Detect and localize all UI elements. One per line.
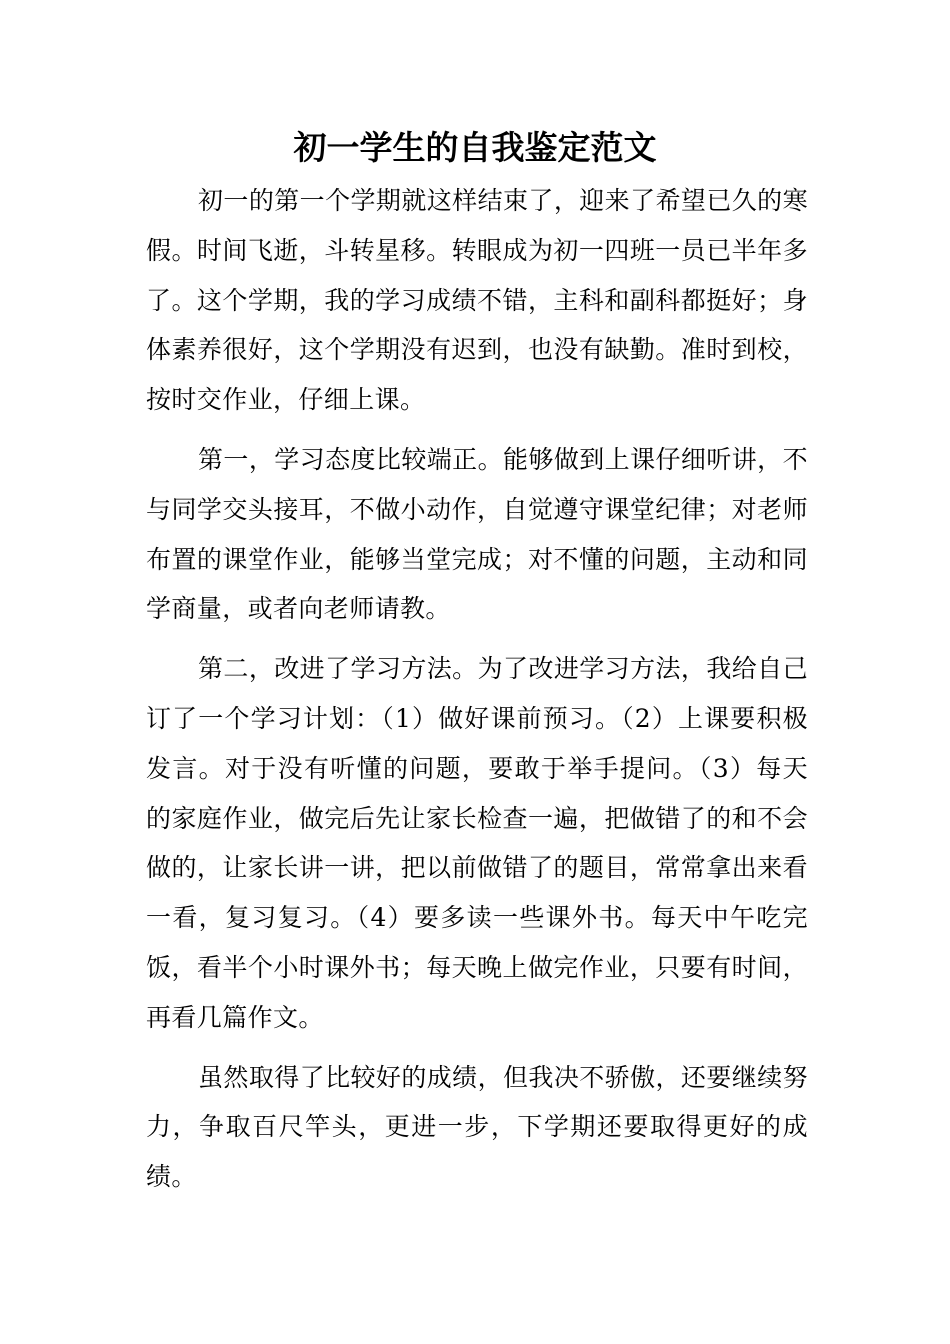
paragraph-4: 虽然取得了比较好的成绩，但我决不骄傲，还要继续努力，争取百尺竿头，更进一步，下学期还要取得更好的成绩。 <box>146 1062 808 1192</box>
document-title: 初一学生的自我鉴定范文 <box>293 128 657 167</box>
paragraph-3: 第二，改进了学习方法。为了改进学习方法，我给自己订了一个学习计划：（1）做好课前预习。（2）上课要积极发言。对于没有听懂的问题，要敢于举手提问。（3）每天的家庭作业，做完后先让家长检查一遍，把做错了的和不会做的，让家长讲一讲，把以前做错了的题目，常常拿出来看一看，复习复习。（4）要多读一些课外书。每天中午吃完饭，看半个小时课外书；每天晚上做完作业，只要有时间，再看几篇作文。 <box>146 654 808 1032</box>
paragraph-2: 第一，学习态度比较端正。能够做到上课仔细听讲，不与同学交头接耳，不做小动作，自觉遵守课堂纪律；对老师布置的课堂作业，能够当堂完成；对不懂的问题，主动和同学商量，或者向老师请教。 <box>146 444 808 624</box>
document-body <box>146 176 808 1212</box>
paragraph-1: 初一的第一个学期就这样结束了，迎来了希望已久的寒假。时间飞逝，斗转星移。转眼成为初一四班一员已半年多了。这个学期，我的学习成绩不错，主科和副科都挺好；身体素养很好，这个学期没有迟到，也没有缺勤。准时到校，按时交作业，仔细上课。 <box>146 186 808 415</box>
